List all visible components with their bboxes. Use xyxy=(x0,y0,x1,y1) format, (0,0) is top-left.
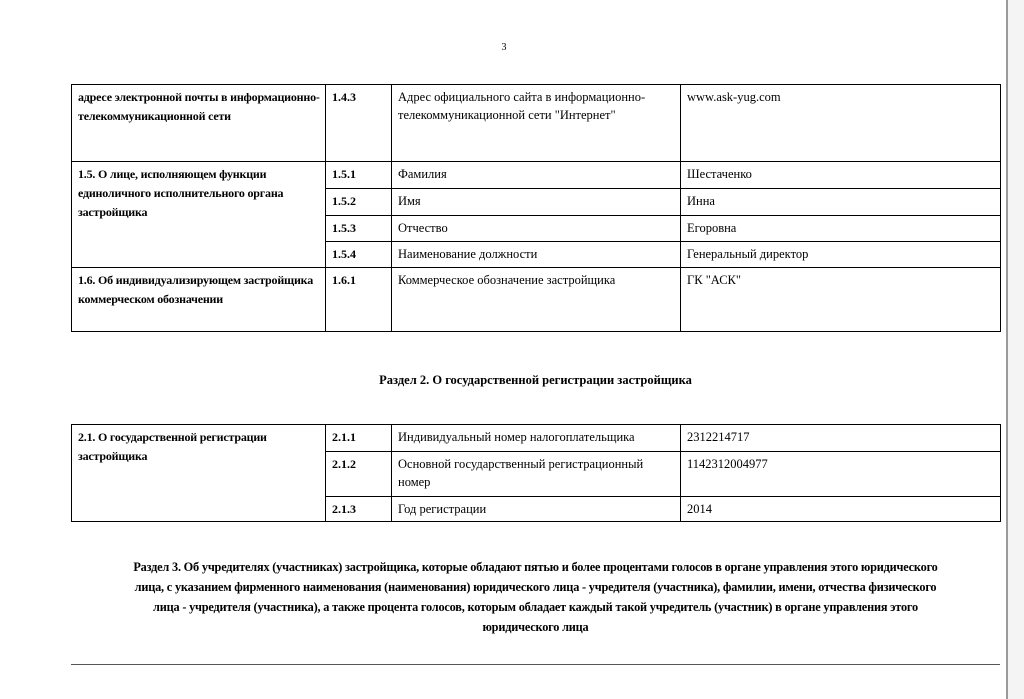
field-cell: Год регистрации xyxy=(392,497,681,522)
code-cell: 1.5.1 xyxy=(326,162,392,189)
value-cell: Генеральный директор xyxy=(681,242,1001,268)
field-cell: Адрес официального сайта в информационно-телекоммуникационной сети "Интернет" xyxy=(392,85,681,162)
viewer-background xyxy=(1008,0,1024,699)
code-cell: 2.1.2 xyxy=(326,452,392,497)
section-2-heading: Раздел 2. О государственной регистрации застройщика xyxy=(379,373,692,387)
table-row xyxy=(72,162,1001,189)
table-row xyxy=(72,425,1001,452)
table-row xyxy=(72,268,1001,332)
code-cell: 1.5.3 xyxy=(326,216,392,242)
heading-line: лица, с указанием фирменного наименования (наименования) юридического лица - учредителя (участника), фамилии, имени, отчества физического xyxy=(134,580,937,594)
code-cell: 1.5.2 xyxy=(326,189,392,216)
page-number: 3 xyxy=(501,42,507,53)
field-cell: Фамилия xyxy=(392,162,681,189)
field-cell: Индивидуальный номер налогоплательщика xyxy=(392,425,681,452)
field-cell: Имя xyxy=(392,189,681,216)
value-cell: Шестаченко xyxy=(681,162,1001,189)
field-cell: Наименование должности xyxy=(392,242,681,268)
code-cell: 1.6.1 xyxy=(326,268,392,332)
code-cell: 1.5.4 xyxy=(326,242,392,268)
value-cell: Егоровна xyxy=(681,216,1001,242)
registration-table xyxy=(71,424,1001,522)
developer-info-table xyxy=(71,84,1001,332)
heading-line: юридического лица xyxy=(482,620,589,634)
value-cell: 2312214717 xyxy=(681,425,1001,452)
heading-line: Раздел 3. Об учредителях (участниках) застройщика, которые обладают пятью и более процентами голосов в органе управления этого юридического xyxy=(133,560,938,574)
code-cell: 1.4.3 xyxy=(326,85,392,162)
topic-cell: 2.1. О государственной регистрации застройщика xyxy=(72,425,326,522)
topic-cell: 1.5. О лице, исполняющем функции единоличного исполнительного органа застройщика xyxy=(72,162,326,268)
value-cell: Инна xyxy=(681,189,1001,216)
value-cell: ГК "АСК" xyxy=(681,268,1001,332)
table-row xyxy=(72,85,1001,162)
field-cell: Коммерческое обозначение застройщика xyxy=(392,268,681,332)
field-cell: Основной государственный регистрационный номер xyxy=(392,452,681,497)
topic-cell: 1.6. Об индивидуализирующем застройщика коммерческом обозначении xyxy=(72,268,326,332)
value-cell: 2014 xyxy=(681,497,1001,522)
bottom-rule xyxy=(71,664,1000,665)
topic-cell: адресе электронной почты в информационно-телекоммуникационной сети xyxy=(72,85,326,162)
code-cell: 2.1.3 xyxy=(326,497,392,522)
heading-line: лица - учредителя (участника), а также процента голосов, которым обладает каждый такой учредитель (участник) в органе управления этого xyxy=(153,600,918,614)
code-cell: 2.1.1 xyxy=(326,425,392,452)
field-cell: Отчество xyxy=(392,216,681,242)
section-3-heading xyxy=(71,557,1000,637)
value-cell: www.ask-yug.com xyxy=(681,85,1001,162)
value-cell: 1142312004977 xyxy=(681,452,1001,497)
